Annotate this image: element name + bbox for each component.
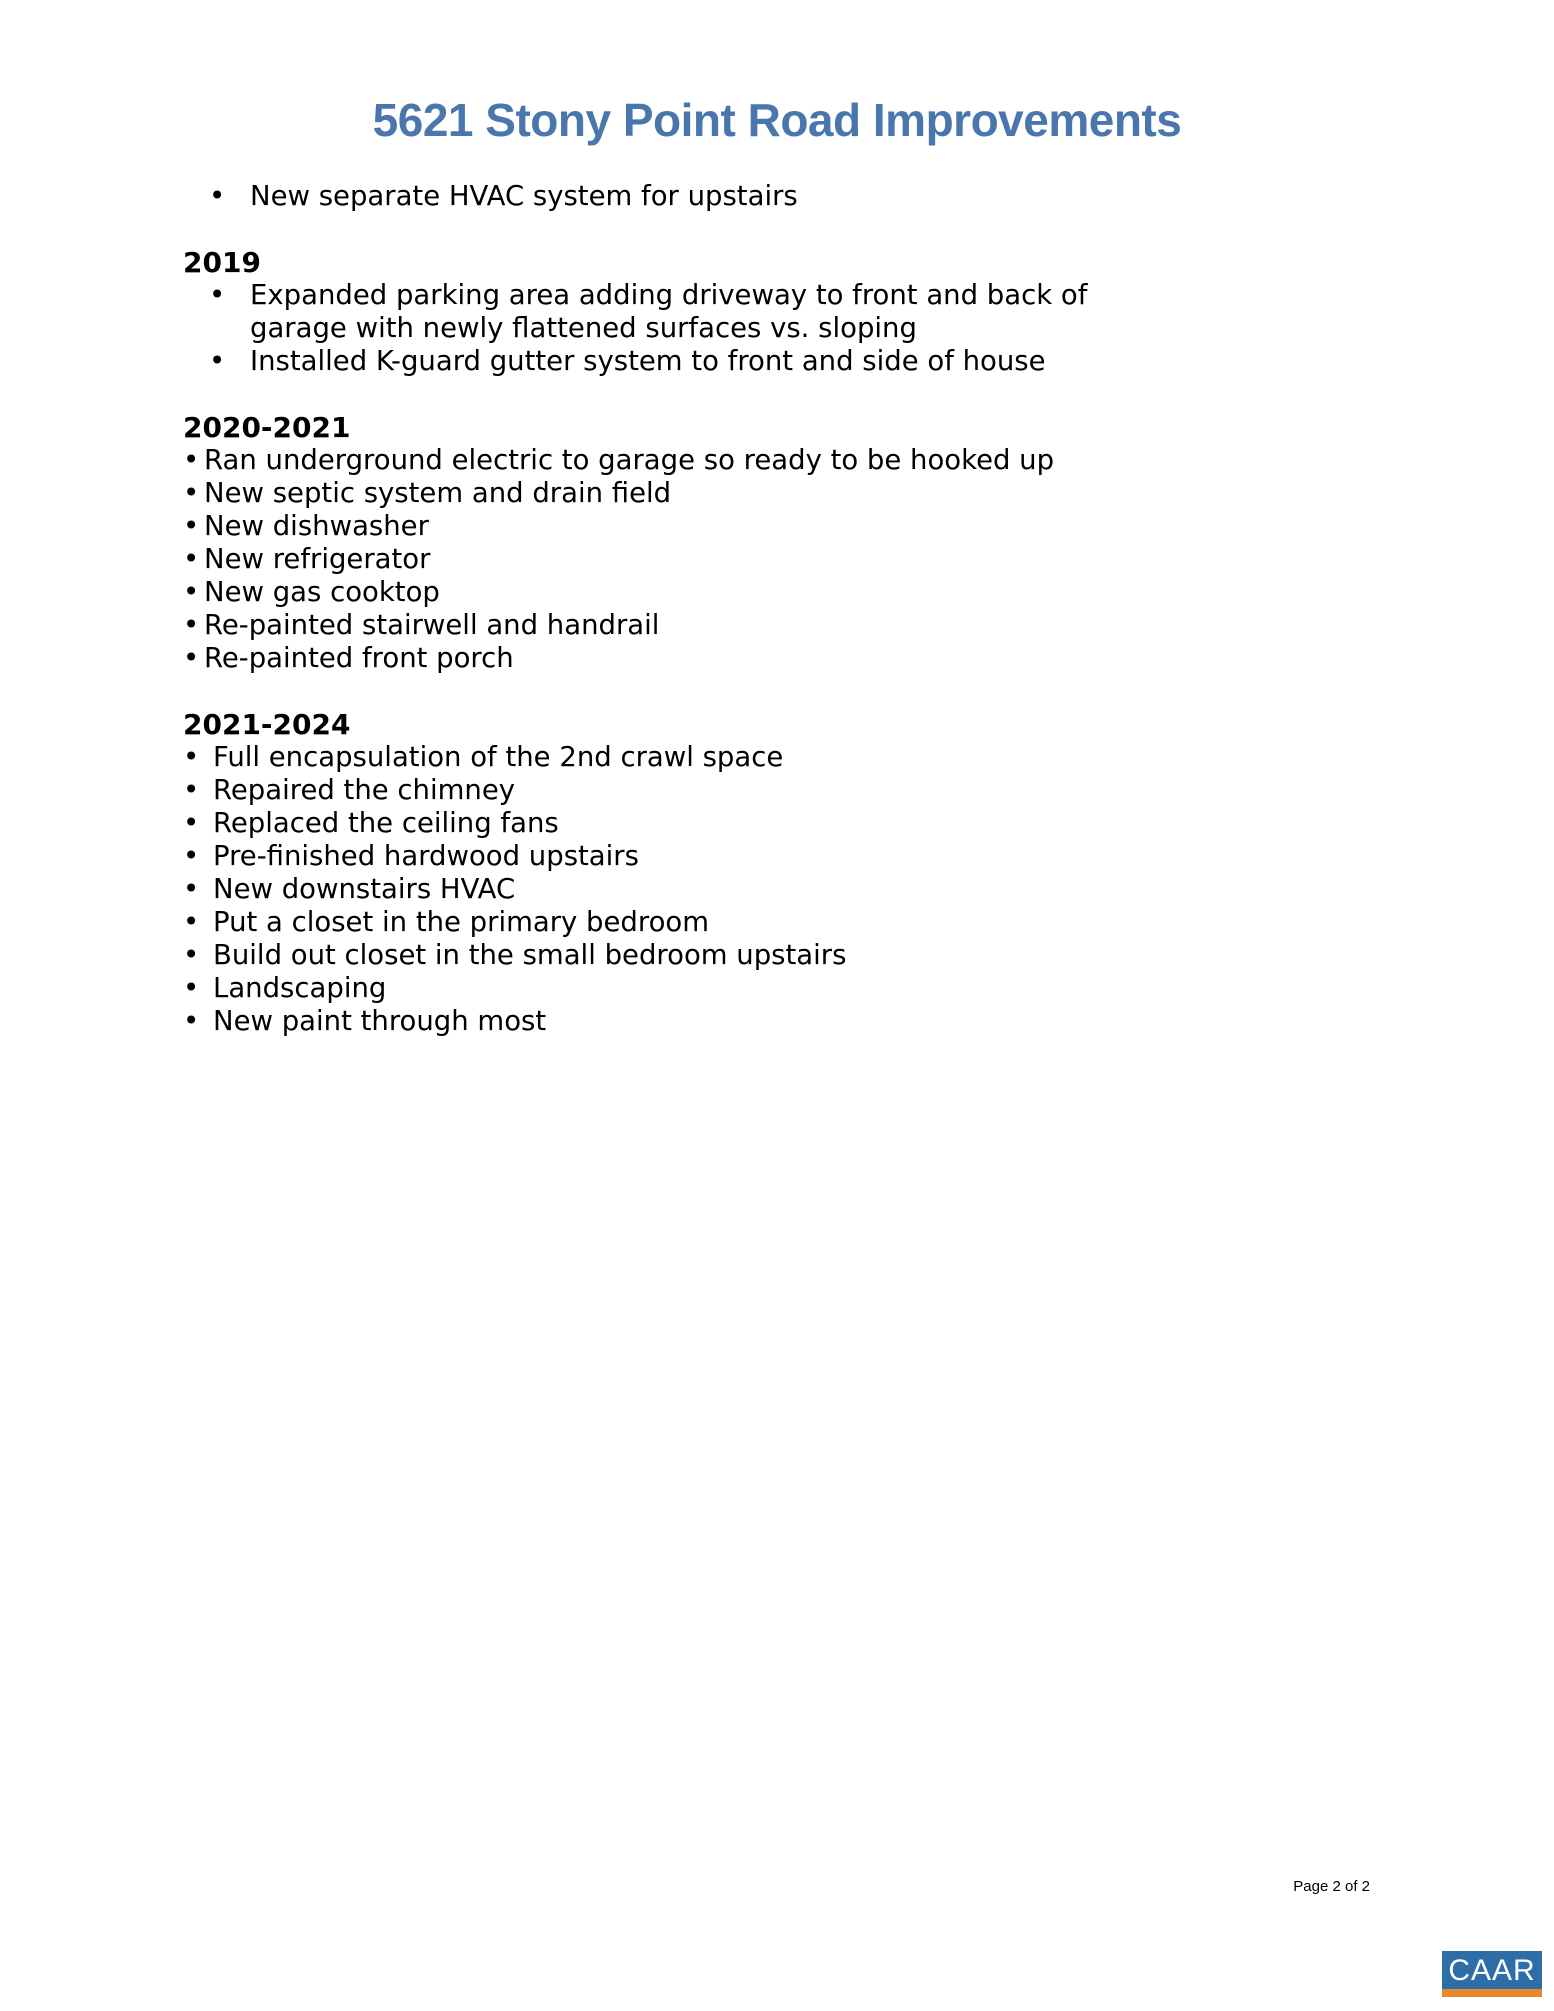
list-item-text: Put a closet in the primary bedroom bbox=[213, 906, 710, 938]
bullet-glyph: • bbox=[183, 873, 200, 905]
section-list bbox=[183, 444, 1283, 675]
list-item bbox=[183, 543, 1283, 576]
list-item bbox=[183, 510, 1283, 543]
bullet-glyph: • bbox=[183, 906, 200, 938]
list-item bbox=[183, 609, 1283, 642]
list-item-text: Repaired the chimney bbox=[213, 774, 516, 806]
list-item bbox=[209, 279, 1283, 345]
list-item-text: New separate HVAC system for upstairs bbox=[250, 180, 798, 212]
list-item-text: New dishwasher bbox=[204, 510, 429, 542]
bullet-glyph: • bbox=[183, 642, 200, 674]
list-item-text: Landscaping bbox=[213, 972, 387, 1004]
section-list bbox=[183, 741, 1283, 1038]
logo-accent-band bbox=[1442, 1989, 1542, 1997]
bullet-glyph: • bbox=[209, 279, 226, 311]
list-item bbox=[183, 807, 1283, 840]
bullet-glyph: • bbox=[183, 741, 200, 773]
list-item bbox=[183, 840, 1283, 873]
bullet-glyph: • bbox=[183, 939, 200, 971]
section-list bbox=[183, 279, 1283, 378]
list-item-text: Re-painted stairwell and handrail bbox=[204, 609, 660, 641]
list-item-text: Build out closet in the small bedroom upstairs bbox=[213, 939, 847, 971]
list-item bbox=[209, 345, 1283, 378]
list-item-text: Pre-finished hardwood upstairs bbox=[213, 840, 639, 872]
bullet-glyph: • bbox=[183, 543, 200, 575]
bullet-glyph: • bbox=[183, 444, 200, 476]
list-item-text: New downstairs HVAC bbox=[213, 873, 516, 905]
bullet-glyph: • bbox=[183, 576, 200, 608]
list-item bbox=[183, 939, 1283, 972]
caar-logo bbox=[1442, 1951, 1542, 1997]
list-item bbox=[183, 576, 1283, 609]
list-item bbox=[183, 972, 1283, 1005]
list-item-text: New paint through most bbox=[213, 1005, 547, 1037]
list-item-text: Expanded parking area adding driveway to front and back of garage with newly flattened surfaces vs. sloping bbox=[250, 279, 1088, 344]
list-item-text: Full encapsulation of the 2nd crawl space bbox=[213, 741, 784, 773]
bullet-glyph: • bbox=[183, 1005, 200, 1037]
bullet-glyph: • bbox=[209, 345, 226, 377]
list-item-text: Installed K-guard gutter system to front and side of house bbox=[250, 345, 1046, 377]
bullet-glyph: • bbox=[183, 477, 200, 509]
list-item bbox=[183, 741, 1283, 774]
bullet-glyph: • bbox=[183, 807, 200, 839]
list-item bbox=[183, 774, 1283, 807]
list-item-text: Ran underground electric to garage so ready to be hooked up bbox=[204, 444, 1055, 476]
list-item-text: New gas cooktop bbox=[204, 576, 440, 608]
bullet-glyph: • bbox=[183, 609, 200, 641]
bullet-glyph: • bbox=[183, 774, 200, 806]
bullet-glyph: • bbox=[183, 510, 200, 542]
section-2019 bbox=[183, 246, 1283, 378]
logo-text: CAAR bbox=[1448, 1954, 1536, 1987]
list-item bbox=[183, 642, 1283, 675]
section-2021-2024 bbox=[183, 708, 1283, 1038]
list-item bbox=[209, 180, 1283, 213]
bullet-glyph: • bbox=[209, 180, 226, 212]
list-item-text: Replaced the ceiling fans bbox=[213, 807, 559, 839]
section-heading: 2019 bbox=[183, 246, 261, 279]
bullet-glyph: • bbox=[183, 840, 200, 872]
bullet-glyph: • bbox=[183, 972, 200, 1004]
document-body bbox=[183, 180, 1283, 1038]
section-2020-2021 bbox=[183, 411, 1283, 675]
list-item bbox=[183, 444, 1283, 477]
list-item-text: Re-painted front porch bbox=[204, 642, 514, 674]
section-heading: 2021-2024 bbox=[183, 708, 351, 741]
list-item-text: New septic system and drain field bbox=[204, 477, 672, 509]
section-heading: 2020-2021 bbox=[183, 411, 351, 444]
page-number: Page 2 of 2 bbox=[1293, 1878, 1370, 1895]
list-item bbox=[183, 1005, 1283, 1038]
list-item bbox=[183, 873, 1283, 906]
list-item bbox=[183, 477, 1283, 510]
page-title: 5621 Stony Point Road Improvements bbox=[372, 94, 1182, 146]
intro-list bbox=[183, 180, 1283, 213]
list-item bbox=[183, 906, 1283, 939]
list-item-text: New refrigerator bbox=[204, 543, 431, 575]
